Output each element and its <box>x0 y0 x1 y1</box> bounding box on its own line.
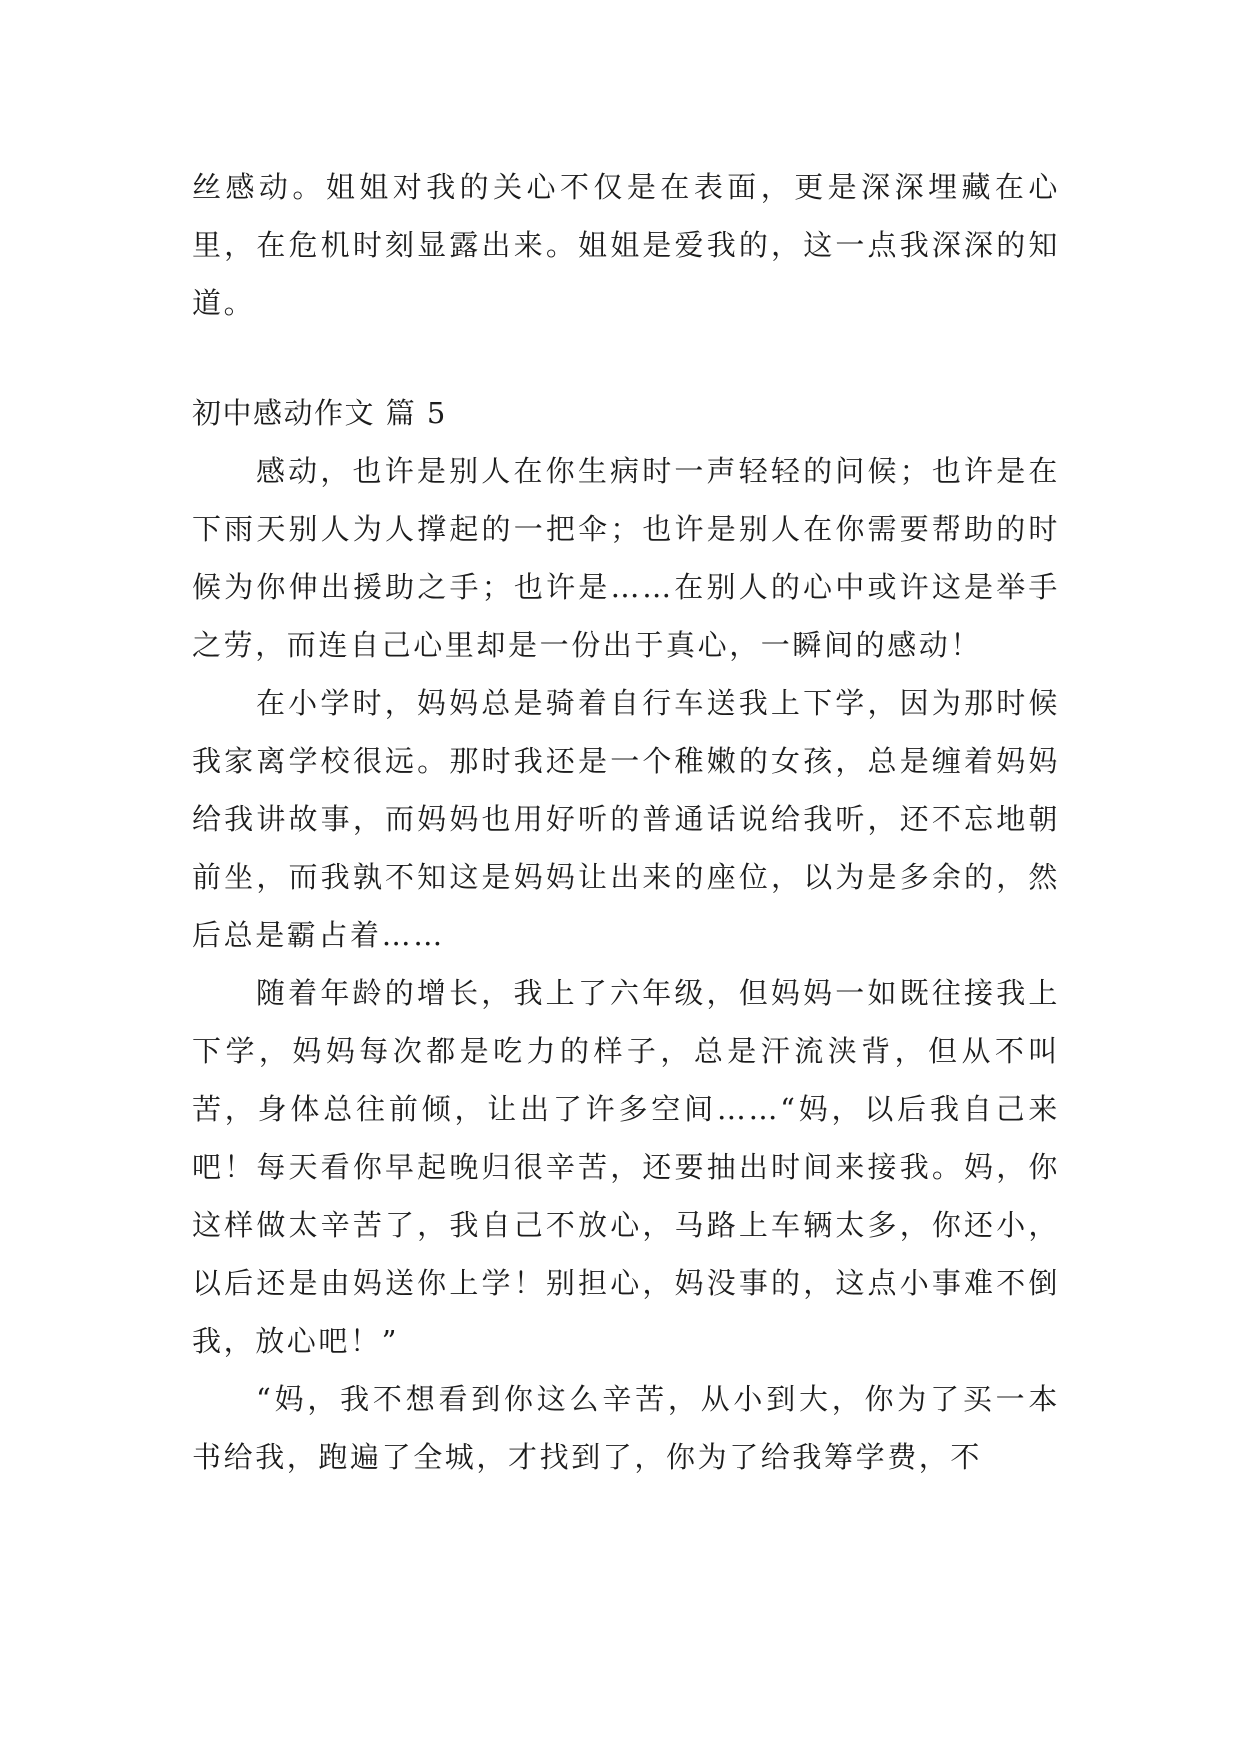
body-paragraph-3: 随着年龄的增长，我上了六年级，但妈妈一如既往接我上下学，妈妈每次都是吃力的样子，总是汗流浃背，但从不叫苦，身体总往前倾，让出了许多空间……“妈，以后我自己来吧！每天看你早起晚归很辛苦，还要抽出时间来接我。妈，你这样做太辛苦了，我自己不放心，马路上车辆太多，你还小，以后还是由妈送你上学！别担心，妈没事的，这点小事难不倒我，放心吧！” <box>192 976 1060 1358</box>
document-body <box>192 158 1060 1486</box>
section-heading: 初中感动作文 篇 5 <box>192 396 447 430</box>
body-paragraph-2: 在小学时，妈妈总是骑着自行车送我上下学，因为那时候我家离学校很远。那时我还是一个稚嫩的女孩，总是缠着妈妈给我讲故事，而妈妈也用好听的普通话说给我听，还不忘地朝前坐，而我孰不知这是妈妈让出来的座位，以为是多余的，然后总是霸占着…… <box>192 686 1060 952</box>
body-paragraph-1: 感动，也许是别人在你生病时一声轻轻的问候；也许是在下雨天别人为人撑起的一把伞；也许是别人在你需要帮助的时候为你伸出援助之手；也许是……在别人的心中或许这是举手之劳，而连自己心里却是一份出于真心，一瞬间的感动！ <box>192 454 1060 662</box>
body-paragraph-4: “妈，我不想看到你这么辛苦，从小到大，你为了买一本书给我，跑遍了全城，才找到了，你为了给我筹学费，不 <box>192 1382 1060 1474</box>
continued-paragraph: 丝感动。姐姐对我的关心不仅是在表面，更是深深埋藏在心里，在危机时刻显露出来。姐姐是爱我的，这一点我深深的知道。 <box>192 170 1060 320</box>
